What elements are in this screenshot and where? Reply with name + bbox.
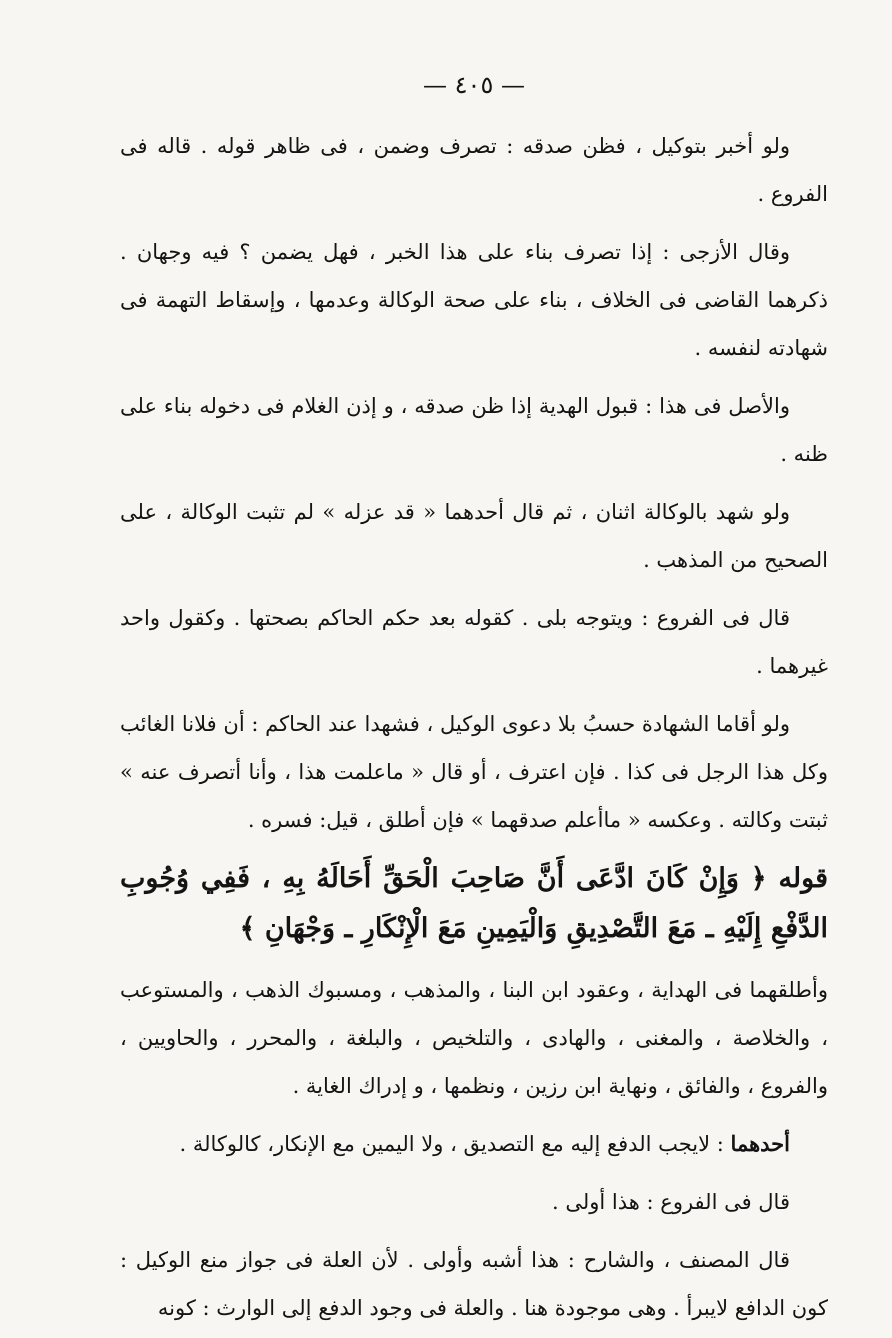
paragraph-aqama-shahada: ولو أقاما الشهادة حسبُ بلا دعوى الوكيل ، فشهدا عند الحاكم : أن فلانا الغائب وكل هذا الرجل فى كذا . فإن اعترف ، أو قال « ماعلمت هذا ، وأنا أتصرف عنه » ثبتت وكالته . وعكسه « ماأعلم صدقهما » فإن أطلق ، قيل: فسره . [120,712,828,832]
paragraph-furu-yatawajjah: قال فى الفروع : ويتوجه بلى . كقوله بعد حكم الحاكم بصحتها . وكقول واحد غيرهما . [120,606,828,678]
paragraph-asl: والأصل فى هذا : قبول الهدية إذا ظن صدقه ، و إذن الغلام فى دخوله بناء على ظنه . [120,394,828,466]
ahaduhuma-text: : لايجب الدفع إليه مع التصديق ، ولا اليمين مع الإنكار، كالوكالة . [179,1132,731,1156]
paragraph-shahada-wakala: ولو شهد بالوكالة اثنان ، ثم قال أحدهما « قد عزله » لم تثبت الوكالة ، على الصحيح من المذهب . [120,500,828,572]
page-number: — ٤٠٥ — [423,71,525,99]
paragraph-tawkil-khabar: ولو أخبر بتوكيل ، فظن صدقه : تصرف وضمن ، فى ظاهر قوله . قاله فى الفروع . [120,134,828,206]
matn-lead: قوله [778,863,828,894]
matn-text: ﴿ وَإِنْ كَانَ ادَّعَى أَنَّ صَاحِبَ الْحَقِّ أَحَالَهُ بِهِ ، فَفِي وُجُوبِ الدَّفْعِ إِلَيْهِ ـ مَعَ التَّصْدِيقِ وَالْيَمِينِ مَعَ الْإِنْكَارِ ـ وَجْهَانِ ﴾ [120,863,828,944]
paragraph-musannif-sharih: قال المصنف ، والشارح : هذا أشبه وأولى . لأن العلة فى جواز منع الوكيل : كون الدافع لايبرأ . وهى موجودة هنا . والعلة فى وجود الدفع إلى الوارث : كونه [120,1248,828,1320]
paragraph-azaji: وقال الأزجى : إذا تصرف بناء على هذا الخبر ، فهل يضمن ؟ فيه وجهان . ذكرهما القاضى فى الخلاف ، بناء على صحة الوكالة وعدمها ، وإسقاط التهمة فى شهادته لنفسه . [120,240,828,360]
paragraph-ahaduhuma [120,1120,828,1168]
matn-quote [120,854,828,954]
paragraph-atlaqahuma: وأطلقهما فى الهداية ، وعقود ابن البنا ، والمذهب ، ومسبوك الذهب ، والمستوعب ، والخلاصة ، والمغنى ، والهادى ، والتلخيص ، والبلغة ، والمحرر ، والحاويين ، والفروع ، والفائق ، ونهاية ابن رزين ، ونظمها ، و إدراك الغاية . [120,978,828,1098]
paragraph-furu-awla: قال فى الفروع : هذا أولى . [552,1190,790,1214]
ahaduhuma-lead: أحدهما [730,1131,790,1156]
